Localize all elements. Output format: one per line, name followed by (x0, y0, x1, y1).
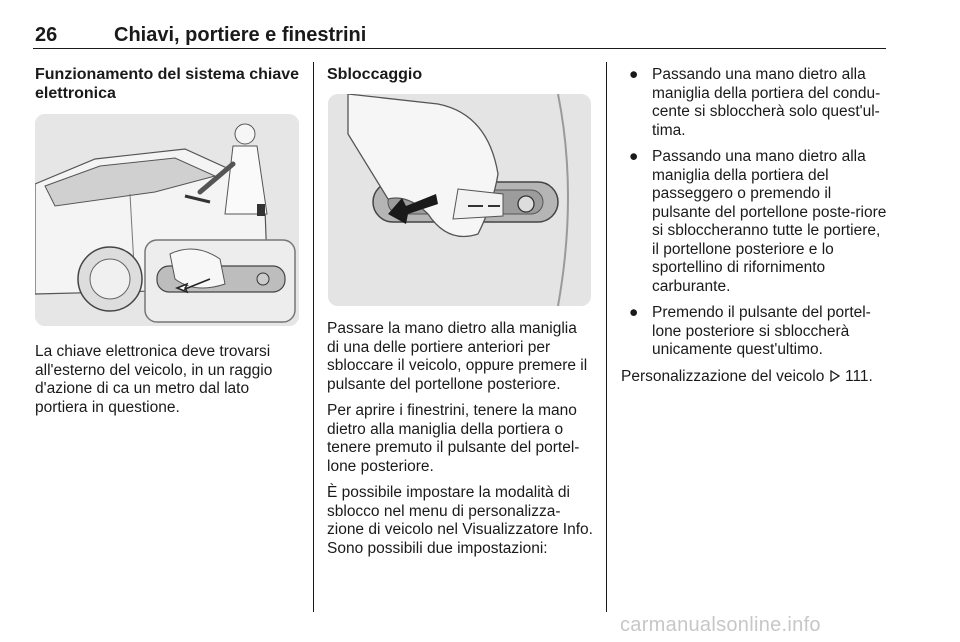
bullet-icon: ● (629, 304, 639, 321)
page-reference-icon (829, 370, 841, 382)
column-1-body (35, 343, 297, 425)
bullet-icon: ● (629, 66, 639, 83)
list-item-text: Premendo il pulsante del portel-lone posteriore si sbloccherà unicamente quest'ultimo. (652, 304, 871, 358)
column-divider-left (313, 62, 314, 612)
hand-on-door-handle-illustration (328, 94, 591, 306)
column-2 (327, 66, 597, 85)
cross-reference-text: Personalizzazione del veicolo (621, 367, 825, 385)
page-header (33, 22, 886, 49)
car-with-person-illustration (35, 114, 299, 326)
cross-reference-page: 111. (844, 367, 873, 385)
door-handle-icon (328, 94, 591, 306)
paragraph-unlock-3: È possibile impostare la modalità di sblocco nel menu di personalizza-zione di veicolo nel Visualizzatore Info. Sono possibili due impostazioni: (327, 484, 593, 557)
unlock-settings-list (621, 66, 889, 360)
bullet-icon: ● (629, 148, 639, 165)
section-heading-electronic-key: Funzionamento del sistema chiave elettronica (35, 66, 300, 102)
column-2-body (327, 320, 593, 566)
list-item (621, 148, 889, 296)
chapter-title: Chiavi, portiere e finestrini (114, 24, 367, 46)
paragraph-unlock-1: Passare la mano dietro alla maniglia di una delle portiere anteriori per sbloccare il veicolo, oppure premere il pulsante del portellone posteriore. (327, 320, 588, 393)
column-3 (621, 66, 889, 394)
list-item-text: Passando una mano dietro alla maniglia della portiera del passeggero o premendo il pulsante del portellone poste-riore si sbloccheranno tutte le portiere, il portellone posteriore e lo sportellino di rifornimento carburante. (652, 148, 887, 295)
list-item-text: Passando una mano dietro alla maniglia della portiera del condu-cente si sbloccherà solo quest'ul-tima. (652, 66, 881, 139)
watermark: carmanualsonline.info (620, 614, 821, 636)
paragraph-electronic-key: La chiave elettronica deve trovarsi all'esterno del veicolo, in un raggio d'azione di ca un metro dal lato portiera in questione. (35, 343, 273, 416)
column-1 (35, 66, 303, 103)
list-item (621, 66, 889, 140)
column-divider-right (606, 62, 607, 612)
cross-reference[interactable] (621, 368, 889, 387)
paragraph-unlock-2: Per aprire i finestrini, tenere la mano dietro alla maniglia della portiera o tenere premuto il pulsante del portel-lone posteriore. (327, 402, 580, 475)
car-with-person-icon (35, 114, 299, 326)
page-number: 26 (35, 24, 58, 46)
section-heading-unlocking: Sbloccaggio (327, 66, 423, 83)
list-item (621, 304, 889, 360)
